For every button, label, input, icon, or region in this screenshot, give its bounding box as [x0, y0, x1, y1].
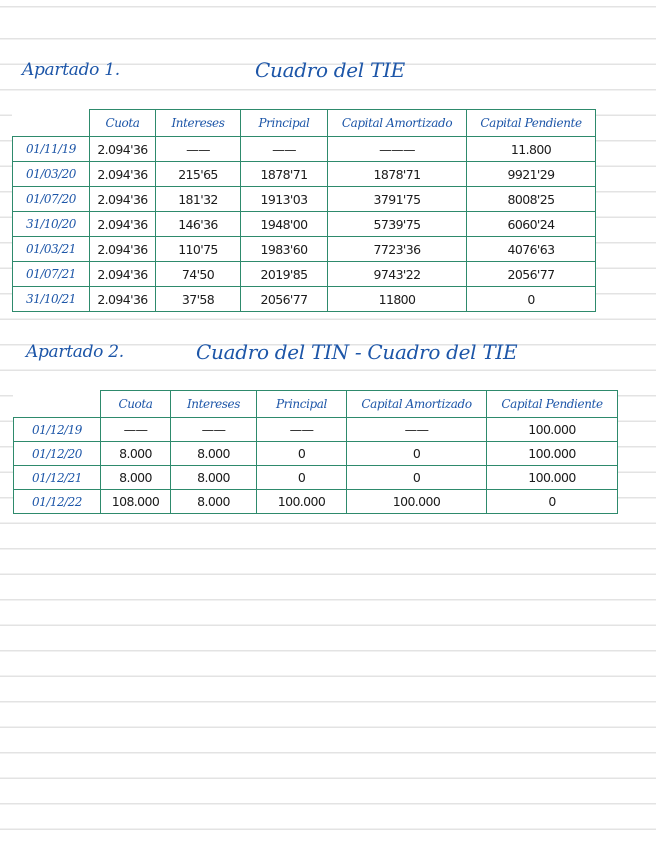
- column-header-intereses: Intereses: [171, 391, 257, 418]
- intereses-cell: 8.000: [171, 466, 257, 490]
- column-header-cuota: Cuota: [101, 391, 171, 418]
- row-date: 01/12/20: [14, 442, 101, 466]
- intereses-cell: 37'58: [156, 287, 241, 312]
- column-header-capital-pendiente: Capital Pendiente: [487, 391, 618, 418]
- section-2-label: Apartado 2.: [26, 342, 124, 362]
- cuota-cell: 2.094'36: [90, 237, 156, 262]
- capital-pendiente-cell: 100.000: [487, 418, 618, 442]
- amortization-table-tie: [12, 109, 596, 312]
- intereses-cell: 8.000: [171, 442, 257, 466]
- table-header-row: [13, 110, 596, 137]
- table-body: [14, 418, 618, 514]
- capital-amortizado-cell: ———: [328, 137, 467, 162]
- table-row: [13, 162, 596, 187]
- capital-pendiente-cell: 4076'63: [467, 237, 596, 262]
- capital-amortizado-cell: 1878'71: [328, 162, 467, 187]
- row-date: 01/12/22: [14, 490, 101, 514]
- principal-cell: ——: [257, 418, 347, 442]
- table-row: [13, 287, 596, 312]
- capital-amortizado-cell: 7723'36: [328, 237, 467, 262]
- intereses-cell: 8.000: [171, 490, 257, 514]
- capital-pendiente-cell: 2056'77: [467, 262, 596, 287]
- header-corner-cell: [13, 110, 90, 137]
- column-header-capital-amortizado: Capital Amortizado: [347, 391, 487, 418]
- row-date: 31/10/20: [13, 212, 90, 237]
- capital-pendiente-cell: 6060'24: [467, 212, 596, 237]
- capital-pendiente-cell: 0: [467, 287, 596, 312]
- header-corner-cell: [14, 391, 101, 418]
- capital-amortizado-cell: 3791'75: [328, 187, 467, 212]
- capital-pendiente-cell: 8008'25: [467, 187, 596, 212]
- row-date: 01/03/21: [13, 237, 90, 262]
- intereses-cell: 146'36: [156, 212, 241, 237]
- table-row: [13, 262, 596, 287]
- cuota-cell: 2.094'36: [90, 162, 156, 187]
- cuota-cell: 2.094'36: [90, 187, 156, 212]
- row-date: 01/07/21: [13, 262, 90, 287]
- table-row: [13, 137, 596, 162]
- intereses-cell: 74'50: [156, 262, 241, 287]
- table-body: [13, 137, 596, 312]
- column-header-principal: Principal: [241, 110, 328, 137]
- capital-amortizado-cell: 100.000: [347, 490, 487, 514]
- cuota-cell: ——: [101, 418, 171, 442]
- capital-amortizado-cell: 9743'22: [328, 262, 467, 287]
- intereses-cell: 181'32: [156, 187, 241, 212]
- section-1-label: Apartado 1.: [22, 60, 120, 80]
- table-row: [14, 466, 618, 490]
- row-date: 01/03/20: [13, 162, 90, 187]
- column-header-intereses: Intereses: [156, 110, 241, 137]
- principal-cell: 0: [257, 466, 347, 490]
- principal-cell: 100.000: [257, 490, 347, 514]
- table-row: [14, 442, 618, 466]
- table-header-row: [14, 391, 618, 418]
- row-date: 31/10/21: [13, 287, 90, 312]
- capital-pendiente-cell: 100.000: [487, 466, 618, 490]
- section-2-title: Cuadro del TIN - Cuadro del TIE: [196, 340, 518, 364]
- principal-cell: 0: [257, 442, 347, 466]
- intereses-cell: ——: [171, 418, 257, 442]
- principal-cell: 1983'60: [241, 237, 328, 262]
- capital-amortizado-cell: 5739'75: [328, 212, 467, 237]
- cuota-cell: 2.094'36: [90, 137, 156, 162]
- principal-cell: 2019'85: [241, 262, 328, 287]
- column-header-capital-pendiente: Capital Pendiente: [467, 110, 596, 137]
- capital-pendiente-cell: 0: [487, 490, 618, 514]
- capital-pendiente-cell: 100.000: [487, 442, 618, 466]
- amortization-table-tin-tie: [13, 390, 618, 514]
- principal-cell: 1913'03: [241, 187, 328, 212]
- column-header-cuota: Cuota: [90, 110, 156, 137]
- capital-amortizado-cell: 11800: [328, 287, 467, 312]
- capital-amortizado-cell: ——: [347, 418, 487, 442]
- cuota-cell: 2.094'36: [90, 287, 156, 312]
- principal-cell: 2056'77: [241, 287, 328, 312]
- cuota-cell: 8.000: [101, 442, 171, 466]
- cuota-cell: 2.094'36: [90, 212, 156, 237]
- capital-amortizado-cell: 0: [347, 466, 487, 490]
- row-date: 01/07/20: [13, 187, 90, 212]
- intereses-cell: 110'75: [156, 237, 241, 262]
- table-row: [14, 418, 618, 442]
- row-date: 01/12/19: [14, 418, 101, 442]
- section-1-title: Cuadro del TIE: [255, 58, 405, 82]
- capital-amortizado-cell: 0: [347, 442, 487, 466]
- cuota-cell: 2.094'36: [90, 262, 156, 287]
- cuota-cell: 8.000: [101, 466, 171, 490]
- table-row: [13, 212, 596, 237]
- row-date: 01/12/21: [14, 466, 101, 490]
- table-row: [14, 490, 618, 514]
- principal-cell: ——: [241, 137, 328, 162]
- column-header-principal: Principal: [257, 391, 347, 418]
- capital-pendiente-cell: 9921'29: [467, 162, 596, 187]
- principal-cell: 1948'00: [241, 212, 328, 237]
- capital-pendiente-cell: 11.800: [467, 137, 596, 162]
- column-header-capital-amortizado: Capital Amortizado: [328, 110, 467, 137]
- table-row: [13, 237, 596, 262]
- table-row: [13, 187, 596, 212]
- intereses-cell: 215'65: [156, 162, 241, 187]
- intereses-cell: ——: [156, 137, 241, 162]
- row-date: 01/11/19: [13, 137, 90, 162]
- cuota-cell: 108.000: [101, 490, 171, 514]
- principal-cell: 1878'71: [241, 162, 328, 187]
